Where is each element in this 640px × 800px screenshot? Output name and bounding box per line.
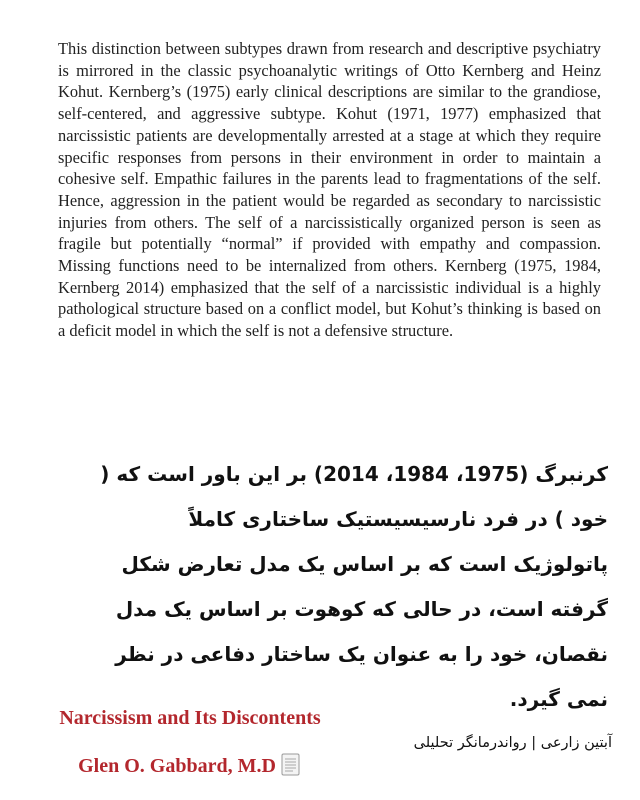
document-icon (280, 753, 302, 777)
translator-signature: آبتین زارعی | رواندرمانگر تحلیلی (413, 735, 612, 751)
english-paragraph: This distinction between subtypes drawn from research and descriptive psychiatry is mirrored in the classic psychoanalytic writings of Otto Kernberg and Heinz Kohut. Kernberg’s (1975) early clinical descriptions are similar to the grandiose, self-centered, and aggressive subtype. Kohut (1971, 1977) emphasized that narcissistic patients are developmentally arrested at a stage at which they require specific responses from persons in their environment in order to maintain a cohesive self. Empathic failures in the parents lead to fragmentations of the self. Hence, aggression in the patient would be regarded as secondary to narcissistic injuries from others. The self of a narcissistically organized person is seen as fragile but potentially “normal” if provided with empathy and compassion. Missing functions need to be internalized from others. Kernberg (1975, 1984, Kernberg 2014) emphasized that the self of a narcissistic individual is a highly pathological structure based on a conflict model, but Kohut’s thinking is based on a deficit model in which the self is not a defensive structure. (58, 39, 601, 341)
book-author: Glen O. Gabbard, M.D (78, 755, 276, 777)
book-title: Narcissism and Its Discontents (59, 707, 321, 729)
persian-translation (96, 452, 608, 722)
book-author-line (30, 753, 350, 778)
english-excerpt (58, 38, 601, 342)
persian-paragraph: کرنبرگ (1975، 1984، 2014) بر این باور است که ( خود ) در فرد نارسیسیستیک ساختاری کاملاً پاتولوژیک است که بر اساس یک مدل تعارض شکل گرفته است، در حالی که کوهوت بر اساس یک مدل نقصان، خود را به عنوان یک ساختار دفاعی در نظر نمی گیرد. (100, 462, 608, 711)
